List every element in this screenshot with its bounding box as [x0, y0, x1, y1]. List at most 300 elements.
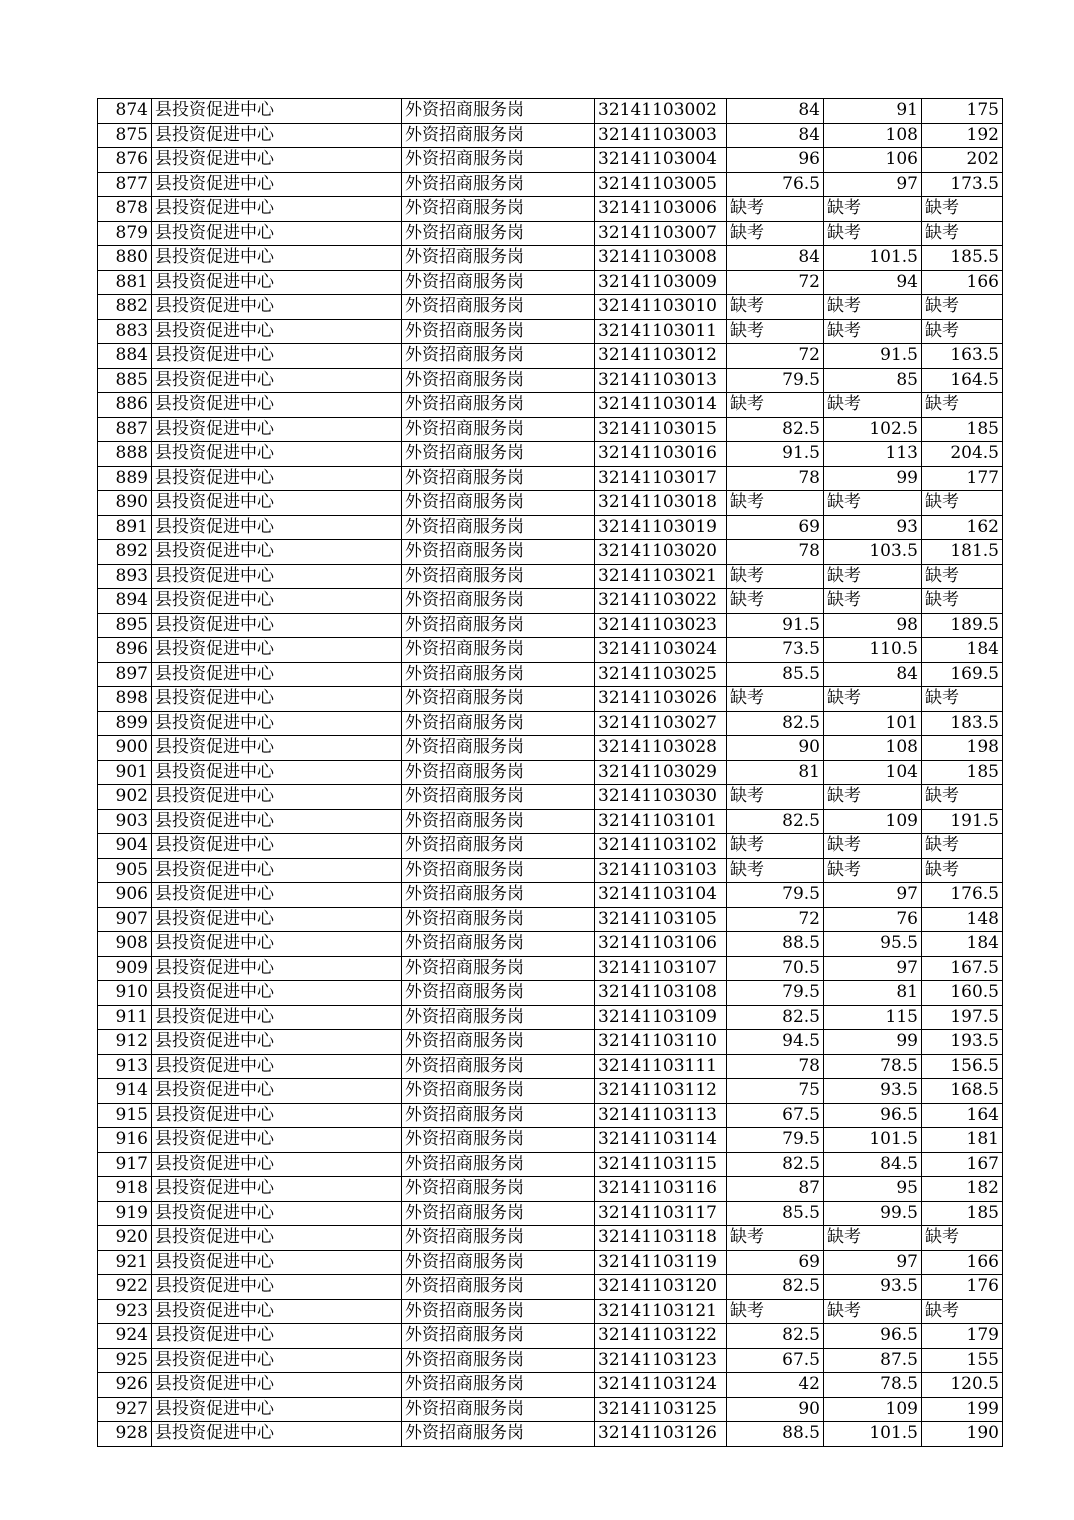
score-2-cell: 101 [824, 711, 922, 736]
position-cell: 外资招商服务岗 [402, 687, 595, 712]
table-row [98, 1201, 1003, 1226]
exam-id-cell: 32141103119 [595, 1250, 727, 1275]
total-score-cell: 156.5 [922, 1054, 1003, 1079]
score-1-cell: 缺考 [727, 221, 824, 246]
score-1-cell: 87 [727, 1177, 824, 1202]
table-row [98, 344, 1003, 369]
score-2-cell: 97 [824, 172, 922, 197]
position-cell: 外资招商服务岗 [402, 883, 595, 908]
position-cell: 外资招商服务岗 [402, 638, 595, 663]
table-row [98, 442, 1003, 467]
score-1-cell: 缺考 [727, 319, 824, 344]
exam-id-cell: 32141103018 [595, 491, 727, 516]
unit-cell: 县投资促进中心 [152, 1103, 402, 1128]
row-number-cell: 911 [98, 1005, 152, 1030]
unit-cell: 县投资促进中心 [152, 515, 402, 540]
table-row [98, 760, 1003, 785]
total-score-cell: 缺考 [922, 319, 1003, 344]
unit-cell: 县投资促进中心 [152, 417, 402, 442]
total-score-cell: 缺考 [922, 589, 1003, 614]
unit-cell: 县投资促进中心 [152, 1324, 402, 1349]
table-row [98, 270, 1003, 295]
score-2-cell: 缺考 [824, 589, 922, 614]
position-cell: 外资招商服务岗 [402, 1299, 595, 1324]
score-2-cell: 缺考 [824, 295, 922, 320]
position-cell: 外资招商服务岗 [402, 613, 595, 638]
exam-id-cell: 32141103003 [595, 123, 727, 148]
score-1-cell: 缺考 [727, 858, 824, 883]
total-score-cell: 175 [922, 99, 1003, 124]
position-cell: 外资招商服务岗 [402, 1324, 595, 1349]
exam-id-cell: 32141103013 [595, 368, 727, 393]
position-cell: 外资招商服务岗 [402, 1201, 595, 1226]
exam-id-cell: 32141103012 [595, 344, 727, 369]
score-1-cell: 85.5 [727, 662, 824, 687]
position-cell: 外资招商服务岗 [402, 1005, 595, 1030]
score-2-cell: 87.5 [824, 1348, 922, 1373]
table-row [98, 540, 1003, 565]
unit-cell: 县投资促进中心 [152, 638, 402, 663]
score-1-cell: 90 [727, 1397, 824, 1422]
row-number-cell: 925 [98, 1348, 152, 1373]
row-number-cell: 924 [98, 1324, 152, 1349]
table-row [98, 148, 1003, 173]
exam-id-cell: 32141103113 [595, 1103, 727, 1128]
unit-cell: 县投资促进中心 [152, 613, 402, 638]
row-number-cell: 881 [98, 270, 152, 295]
table-row [98, 589, 1003, 614]
total-score-cell: 缺考 [922, 564, 1003, 589]
total-score-cell: 185 [922, 417, 1003, 442]
unit-cell: 县投资促进中心 [152, 1373, 402, 1398]
position-cell: 外资招商服务岗 [402, 1250, 595, 1275]
score-1-cell: 84 [727, 123, 824, 148]
score-2-cell: 84 [824, 662, 922, 687]
total-score-cell: 183.5 [922, 711, 1003, 736]
table-row [98, 1226, 1003, 1251]
exam-id-cell: 32141103116 [595, 1177, 727, 1202]
exam-id-cell: 32141103110 [595, 1030, 727, 1055]
position-cell: 外资招商服务岗 [402, 932, 595, 957]
exam-id-cell: 32141103016 [595, 442, 727, 467]
total-score-cell: 缺考 [922, 785, 1003, 810]
unit-cell: 县投资促进中心 [152, 442, 402, 467]
exam-id-cell: 32141103014 [595, 393, 727, 418]
table-row [98, 172, 1003, 197]
exam-id-cell: 32141103005 [595, 172, 727, 197]
table-row [98, 1348, 1003, 1373]
score-1-cell: 94.5 [727, 1030, 824, 1055]
row-number-cell: 922 [98, 1275, 152, 1300]
position-cell: 外资招商服务岗 [402, 760, 595, 785]
score-2-cell: 缺考 [824, 785, 922, 810]
score-2-cell: 115 [824, 1005, 922, 1030]
unit-cell: 县投资促进中心 [152, 221, 402, 246]
score-2-cell: 113 [824, 442, 922, 467]
total-score-cell: 190 [922, 1422, 1003, 1447]
table-row [98, 638, 1003, 663]
exam-id-cell: 32141103030 [595, 785, 727, 810]
unit-cell: 县投资促进中心 [152, 368, 402, 393]
position-cell: 外资招商服务岗 [402, 1348, 595, 1373]
total-score-cell: 160.5 [922, 981, 1003, 1006]
table-row [98, 1079, 1003, 1104]
total-score-cell: 166 [922, 270, 1003, 295]
table-row [98, 1299, 1003, 1324]
row-number-cell: 923 [98, 1299, 152, 1324]
table-row [98, 1397, 1003, 1422]
exam-id-cell: 32141103015 [595, 417, 727, 442]
total-score-cell: 199 [922, 1397, 1003, 1422]
position-cell: 外资招商服务岗 [402, 221, 595, 246]
score-2-cell: 91.5 [824, 344, 922, 369]
score-1-cell: 82.5 [727, 417, 824, 442]
score-2-cell: 96.5 [824, 1324, 922, 1349]
total-score-cell: 181.5 [922, 540, 1003, 565]
exam-id-cell: 32141103029 [595, 760, 727, 785]
row-number-cell: 879 [98, 221, 152, 246]
table-row [98, 515, 1003, 540]
row-number-cell: 889 [98, 466, 152, 491]
score-2-cell: 101.5 [824, 1422, 922, 1447]
total-score-cell: 177 [922, 466, 1003, 491]
unit-cell: 县投资促进中心 [152, 1054, 402, 1079]
total-score-cell: 181 [922, 1128, 1003, 1153]
exam-id-cell: 32141103101 [595, 809, 727, 834]
exam-id-cell: 32141103007 [595, 221, 727, 246]
exam-id-cell: 32141103010 [595, 295, 727, 320]
score-2-cell: 102.5 [824, 417, 922, 442]
unit-cell: 县投资促进中心 [152, 197, 402, 222]
exam-id-cell: 32141103021 [595, 564, 727, 589]
exam-id-cell: 32141103008 [595, 246, 727, 271]
unit-cell: 县投资促进中心 [152, 246, 402, 271]
row-number-cell: 919 [98, 1201, 152, 1226]
score-2-cell: 缺考 [824, 221, 922, 246]
unit-cell: 县投资促进中心 [152, 295, 402, 320]
table-row [98, 417, 1003, 442]
score-2-cell: 缺考 [824, 393, 922, 418]
score-2-cell: 104 [824, 760, 922, 785]
exam-id-cell: 32141103120 [595, 1275, 727, 1300]
score-1-cell: 79.5 [727, 981, 824, 1006]
position-cell: 外资招商服务岗 [402, 172, 595, 197]
exam-id-cell: 32141103117 [595, 1201, 727, 1226]
position-cell: 外资招商服务岗 [402, 1030, 595, 1055]
row-number-cell: 888 [98, 442, 152, 467]
score-2-cell: 78.5 [824, 1054, 922, 1079]
row-number-cell: 896 [98, 638, 152, 663]
score-1-cell: 67.5 [727, 1103, 824, 1128]
score-1-cell: 96 [727, 148, 824, 173]
score-2-cell: 94 [824, 270, 922, 295]
score-1-cell: 缺考 [727, 197, 824, 222]
table-row [98, 123, 1003, 148]
row-number-cell: 904 [98, 834, 152, 859]
exam-id-cell: 32141103126 [595, 1422, 727, 1447]
exam-id-cell: 32141103111 [595, 1054, 727, 1079]
row-number-cell: 915 [98, 1103, 152, 1128]
score-1-cell: 88.5 [727, 932, 824, 957]
total-score-cell: 184 [922, 932, 1003, 957]
table-row [98, 368, 1003, 393]
position-cell: 外资招商服务岗 [402, 417, 595, 442]
score-1-cell: 85.5 [727, 1201, 824, 1226]
score-1-cell: 81 [727, 760, 824, 785]
row-number-cell: 910 [98, 981, 152, 1006]
score-2-cell: 93.5 [824, 1275, 922, 1300]
total-score-cell: 缺考 [922, 295, 1003, 320]
position-cell: 外资招商服务岗 [402, 270, 595, 295]
row-number-cell: 920 [98, 1226, 152, 1251]
table-row [98, 834, 1003, 859]
total-score-cell: 193.5 [922, 1030, 1003, 1055]
exam-id-cell: 32141103118 [595, 1226, 727, 1251]
table-row [98, 393, 1003, 418]
table-row [98, 736, 1003, 761]
table-row [98, 1177, 1003, 1202]
position-cell: 外资招商服务岗 [402, 197, 595, 222]
score-1-cell: 82.5 [727, 711, 824, 736]
score-1-cell: 缺考 [727, 1226, 824, 1251]
position-cell: 外资招商服务岗 [402, 564, 595, 589]
score-1-cell: 76.5 [727, 172, 824, 197]
table-row [98, 1250, 1003, 1275]
score-1-cell: 79.5 [727, 883, 824, 908]
position-cell: 外资招商服务岗 [402, 1422, 595, 1447]
total-score-cell: 缺考 [922, 834, 1003, 859]
position-cell: 外资招商服务岗 [402, 834, 595, 859]
table-row [98, 1373, 1003, 1398]
score-1-cell: 缺考 [727, 295, 824, 320]
table-row [98, 1324, 1003, 1349]
score-1-cell: 90 [727, 736, 824, 761]
score-2-cell: 84.5 [824, 1152, 922, 1177]
table-row [98, 221, 1003, 246]
score-2-cell: 91 [824, 99, 922, 124]
total-score-cell: 202 [922, 148, 1003, 173]
position-cell: 外资招商服务岗 [402, 1054, 595, 1079]
exam-id-cell: 32141103024 [595, 638, 727, 663]
score-1-cell: 缺考 [727, 785, 824, 810]
score-1-cell: 72 [727, 907, 824, 932]
row-number-cell: 905 [98, 858, 152, 883]
score-2-cell: 95 [824, 1177, 922, 1202]
position-cell: 外资招商服务岗 [402, 1152, 595, 1177]
total-score-cell: 168.5 [922, 1079, 1003, 1104]
position-cell: 外资招商服务岗 [402, 1373, 595, 1398]
score-2-cell: 93.5 [824, 1079, 922, 1104]
score-1-cell: 82.5 [727, 809, 824, 834]
row-number-cell: 926 [98, 1373, 152, 1398]
score-1-cell: 缺考 [727, 491, 824, 516]
exam-id-cell: 32141103114 [595, 1128, 727, 1153]
table-row [98, 687, 1003, 712]
unit-cell: 县投资促进中心 [152, 956, 402, 981]
score-1-cell: 82.5 [727, 1275, 824, 1300]
unit-cell: 县投资促进中心 [152, 1152, 402, 1177]
position-cell: 外资招商服务岗 [402, 491, 595, 516]
score-1-cell: 缺考 [727, 834, 824, 859]
position-cell: 外资招商服务岗 [402, 736, 595, 761]
unit-cell: 县投资促进中心 [152, 1275, 402, 1300]
score-2-cell: 99 [824, 1030, 922, 1055]
score-1-cell: 84 [727, 99, 824, 124]
unit-cell: 县投资促进中心 [152, 1348, 402, 1373]
position-cell: 外资招商服务岗 [402, 711, 595, 736]
total-score-cell: 167 [922, 1152, 1003, 1177]
exam-id-cell: 32141103125 [595, 1397, 727, 1422]
total-score-cell: 缺考 [922, 221, 1003, 246]
position-cell: 外资招商服务岗 [402, 246, 595, 271]
score-1-cell: 82.5 [727, 1324, 824, 1349]
score-2-cell: 缺考 [824, 1226, 922, 1251]
total-score-cell: 缺考 [922, 858, 1003, 883]
table-row [98, 785, 1003, 810]
total-score-cell: 189.5 [922, 613, 1003, 638]
row-number-cell: 892 [98, 540, 152, 565]
row-number-cell: 880 [98, 246, 152, 271]
unit-cell: 县投资促进中心 [152, 1250, 402, 1275]
unit-cell: 县投资促进中心 [152, 785, 402, 810]
score-2-cell: 96.5 [824, 1103, 922, 1128]
score-2-cell: 95.5 [824, 932, 922, 957]
score-1-cell: 84 [727, 246, 824, 271]
row-number-cell: 917 [98, 1152, 152, 1177]
unit-cell: 县投资促进中心 [152, 711, 402, 736]
score-1-cell: 69 [727, 515, 824, 540]
unit-cell: 县投资促进中心 [152, 564, 402, 589]
total-score-cell: 179 [922, 1324, 1003, 1349]
score-1-cell: 79.5 [727, 368, 824, 393]
position-cell: 外资招商服务岗 [402, 1397, 595, 1422]
exam-id-cell: 32141103108 [595, 981, 727, 1006]
row-number-cell: 877 [98, 172, 152, 197]
row-number-cell: 894 [98, 589, 152, 614]
row-number-cell: 895 [98, 613, 152, 638]
row-number-cell: 921 [98, 1250, 152, 1275]
score-table [97, 98, 1003, 1447]
row-number-cell: 906 [98, 883, 152, 908]
table-row [98, 1128, 1003, 1153]
exam-id-cell: 32141103124 [595, 1373, 727, 1398]
row-number-cell: 897 [98, 662, 152, 687]
position-cell: 外资招商服务岗 [402, 466, 595, 491]
score-1-cell: 82.5 [727, 1152, 824, 1177]
total-score-cell: 缺考 [922, 197, 1003, 222]
score-1-cell: 88.5 [727, 1422, 824, 1447]
score-1-cell: 70.5 [727, 956, 824, 981]
table-row [98, 662, 1003, 687]
score-2-cell: 109 [824, 809, 922, 834]
unit-cell: 县投资促进中心 [152, 907, 402, 932]
exam-id-cell: 32141103002 [595, 99, 727, 124]
total-score-cell: 182 [922, 1177, 1003, 1202]
unit-cell: 县投资促进中心 [152, 344, 402, 369]
position-cell: 外资招商服务岗 [402, 809, 595, 834]
score-1-cell: 79.5 [727, 1128, 824, 1153]
score-table-body [98, 99, 1003, 1447]
exam-id-cell: 32141103112 [595, 1079, 727, 1104]
total-score-cell: 184 [922, 638, 1003, 663]
row-number-cell: 878 [98, 197, 152, 222]
row-number-cell: 883 [98, 319, 152, 344]
score-2-cell: 81 [824, 981, 922, 1006]
unit-cell: 县投资促进中心 [152, 1201, 402, 1226]
unit-cell: 县投资促进中心 [152, 1177, 402, 1202]
score-2-cell: 99 [824, 466, 922, 491]
position-cell: 外资招商服务岗 [402, 956, 595, 981]
position-cell: 外资招商服务岗 [402, 319, 595, 344]
row-number-cell: 914 [98, 1079, 152, 1104]
total-score-cell: 169.5 [922, 662, 1003, 687]
position-cell: 外资招商服务岗 [402, 1128, 595, 1153]
total-score-cell: 166 [922, 1250, 1003, 1275]
row-number-cell: 884 [98, 344, 152, 369]
score-1-cell: 78 [727, 466, 824, 491]
exam-id-cell: 32141103121 [595, 1299, 727, 1324]
table-row [98, 1005, 1003, 1030]
total-score-cell: 167.5 [922, 956, 1003, 981]
score-2-cell: 109 [824, 1397, 922, 1422]
row-number-cell: 907 [98, 907, 152, 932]
row-number-cell: 890 [98, 491, 152, 516]
unit-cell: 县投资促进中心 [152, 932, 402, 957]
row-number-cell: 887 [98, 417, 152, 442]
position-cell: 外资招商服务岗 [402, 907, 595, 932]
unit-cell: 县投资促进中心 [152, 760, 402, 785]
exam-id-cell: 32141103026 [595, 687, 727, 712]
total-score-cell: 148 [922, 907, 1003, 932]
total-score-cell: 185 [922, 760, 1003, 785]
table-row [98, 564, 1003, 589]
score-1-cell: 72 [727, 344, 824, 369]
table-row [98, 1422, 1003, 1447]
unit-cell: 县投资促进中心 [152, 1079, 402, 1104]
unit-cell: 县投资促进中心 [152, 393, 402, 418]
total-score-cell: 163.5 [922, 344, 1003, 369]
table-row [98, 197, 1003, 222]
total-score-cell: 176 [922, 1275, 1003, 1300]
row-number-cell: 901 [98, 760, 152, 785]
total-score-cell: 120.5 [922, 1373, 1003, 1398]
total-score-cell: 192 [922, 123, 1003, 148]
row-number-cell: 899 [98, 711, 152, 736]
table-row [98, 932, 1003, 957]
table-row [98, 1103, 1003, 1128]
total-score-cell: 164 [922, 1103, 1003, 1128]
position-cell: 外资招商服务岗 [402, 123, 595, 148]
total-score-cell: 162 [922, 515, 1003, 540]
total-score-cell: 155 [922, 1348, 1003, 1373]
score-1-cell: 67.5 [727, 1348, 824, 1373]
row-number-cell: 927 [98, 1397, 152, 1422]
unit-cell: 县投资促进中心 [152, 270, 402, 295]
score-1-cell: 78 [727, 540, 824, 565]
score-1-cell: 缺考 [727, 564, 824, 589]
unit-cell: 县投资促进中心 [152, 491, 402, 516]
unit-cell: 县投资促进中心 [152, 99, 402, 124]
unit-cell: 县投资促进中心 [152, 1226, 402, 1251]
unit-cell: 县投资促进中心 [152, 687, 402, 712]
unit-cell: 县投资促进中心 [152, 883, 402, 908]
exam-id-cell: 32141103006 [595, 197, 727, 222]
row-number-cell: 875 [98, 123, 152, 148]
score-2-cell: 101.5 [824, 1128, 922, 1153]
row-number-cell: 891 [98, 515, 152, 540]
unit-cell: 县投资促进中心 [152, 1397, 402, 1422]
row-number-cell: 912 [98, 1030, 152, 1055]
